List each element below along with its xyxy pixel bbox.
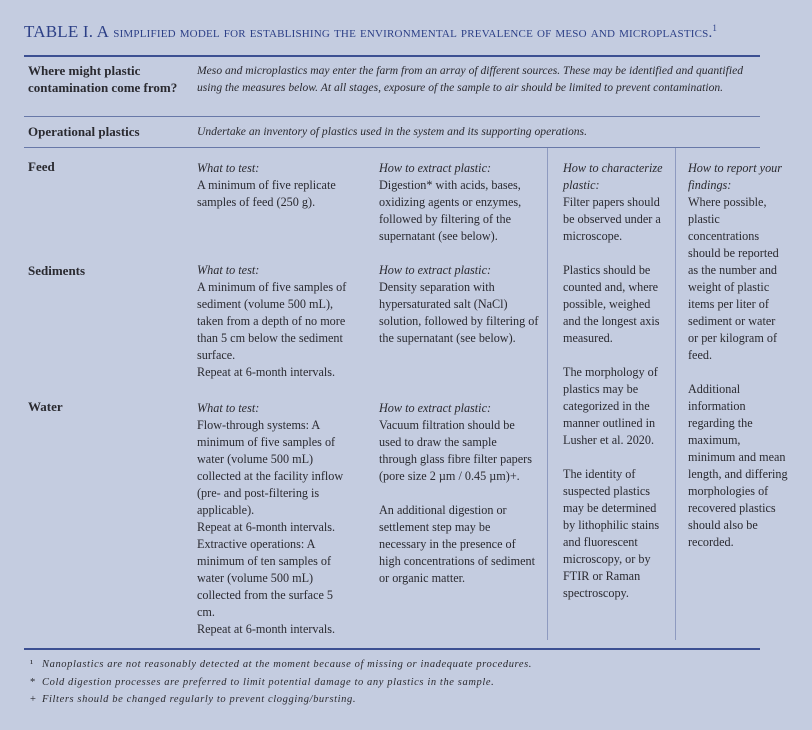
report-p2: Additional information regarding the maximum, minimum and mean length, and differing morphologies of recovered plastics should also be recorded.: [688, 382, 788, 549]
footnote-2-text: Cold digestion processes are preferred to limit potential damage to any plastics in the sample.: [42, 677, 495, 688]
feed-test-heading: What to test:: [197, 161, 260, 175]
water-extract-cell: [379, 400, 537, 587]
feed-test-text: A minimum of five replicate samples of feed (250 g).: [197, 178, 336, 209]
sediments-extract-heading: How to extract plastic:: [379, 263, 492, 277]
feed-extract-heading: How to extract plastic:: [379, 161, 492, 175]
feed-extract-text: Digestion* with acids, bases, oxidizing agents or enzymes, followed by filtering of the supernatant (see below).: [379, 178, 522, 243]
row-text-where: Meso and microplastics may enter the farm from an array of different sources. These may be identified and quantified using the measures below. At all stages, exposure of the sample to air should be limited to prevent contamination.: [197, 64, 744, 94]
water-extract-heading: How to extract plastic:: [379, 401, 492, 415]
report-p1: Where possible, plastic concentrations should be reported as the number and weight of plastic items per liter of sediment or water or per kilogram of feed.: [688, 195, 779, 362]
sediments-extract-cell: [379, 262, 541, 347]
footnote-3: [30, 694, 356, 705]
water-extract-text-1: Vacuum filtration should be used to draw the sample through glass fibre filter papers (pore size 2 µm / 0.45 µm)+.: [379, 418, 532, 483]
row-label-sediments: Sediments: [28, 263, 86, 278]
table-title: [24, 22, 717, 42]
top-rule: [24, 55, 760, 57]
footnote-1-text: Nanoplastics are not reasonably detected at the moment because of missing or inadequate procedures.: [42, 659, 533, 670]
water-test-repeat-1: Repeat at 6-month intervals.: [197, 520, 336, 534]
footnote-3-symbol: +: [30, 694, 37, 705]
water-test-text-2: Extractive operations: A minimum of ten samples of water (volume 500 mL) collected from the surface 5 cm.: [197, 537, 334, 619]
table-title-lead: TABLE I. A: [24, 22, 110, 41]
divider-1: [24, 116, 760, 117]
characterize-p4: The identity of suspected plastics may be determined by lithophilic stains and fluorescent microscopy, or by FTIR or Raman spectroscopy.: [563, 467, 660, 600]
row-label-water: Water: [28, 399, 63, 414]
row-label-feed: Feed: [28, 159, 55, 174]
report-column: [688, 160, 788, 551]
sediments-test-text: A minimum of five samples of sediment (volume 500 mL), taken from a depth of no more than 5 cm below the sediment surface.: [197, 280, 347, 362]
characterize-p1: Filter papers should be observed under a microscope.: [563, 195, 661, 243]
column-divider-characterize: [547, 148, 548, 640]
characterize-column: [563, 160, 667, 602]
water-test-repeat-2: Repeat at 6-month intervals.: [197, 622, 336, 636]
sediments-test-repeat: Repeat at 6-month intervals.: [197, 365, 336, 379]
footnote-2-symbol: *: [30, 677, 36, 688]
feed-extract-cell: [379, 160, 539, 245]
sediments-test-cell: [197, 262, 357, 381]
footnote-3-text: Filters should be changed regularly to prevent clogging/bursting.: [42, 694, 357, 705]
characterize-p2: Plastics should be counted and, where possible, weighed and the longest axis measured.: [563, 263, 660, 345]
water-extract-text-2: An additional digestion or settlement step may be necessary in the presence of high concentrations of sediment or organic matter.: [379, 503, 536, 585]
water-test-heading: What to test:: [197, 401, 260, 415]
table-title-rest: simplified model for establishing the environmental prevalence of meso and microplastics.: [113, 25, 713, 41]
feed-test-cell: [197, 160, 357, 211]
column-divider-report: [675, 148, 676, 640]
row-text-operational: Undertake an inventory of plastics used in the system and its supporting operations.: [197, 125, 587, 138]
row-label-operational: Operational plastics: [28, 124, 140, 139]
report-heading: How to report your findings:: [688, 161, 783, 192]
water-test-text-1: Flow-through systems: A minimum of five samples of water (volume 500 mL) collected at the facility inflow (pre- and post-filtering is applicable).: [197, 418, 344, 517]
row-label-where: Where might plastic contamination come from?: [28, 63, 178, 95]
characterize-p3: The morphology of plastics may be categorized in the manner outlined in Lusher et al. 2020.: [563, 365, 658, 447]
sediments-test-heading: What to test:: [197, 263, 260, 277]
footnote-1: [30, 659, 532, 670]
footnote-2: [30, 677, 494, 688]
divider-2: [24, 147, 760, 148]
water-test-cell: [197, 400, 352, 638]
bottom-rule: [24, 648, 760, 650]
sediments-extract-text: Density separation with hypersaturated salt (NaCl) solution, followed by filtering of the supernatant (see below).: [379, 280, 539, 345]
characterize-heading: How to characterize plastic:: [563, 161, 663, 192]
footnote-1-symbol: ¹: [30, 659, 34, 670]
title-footnote-marker: 1: [712, 22, 718, 33]
